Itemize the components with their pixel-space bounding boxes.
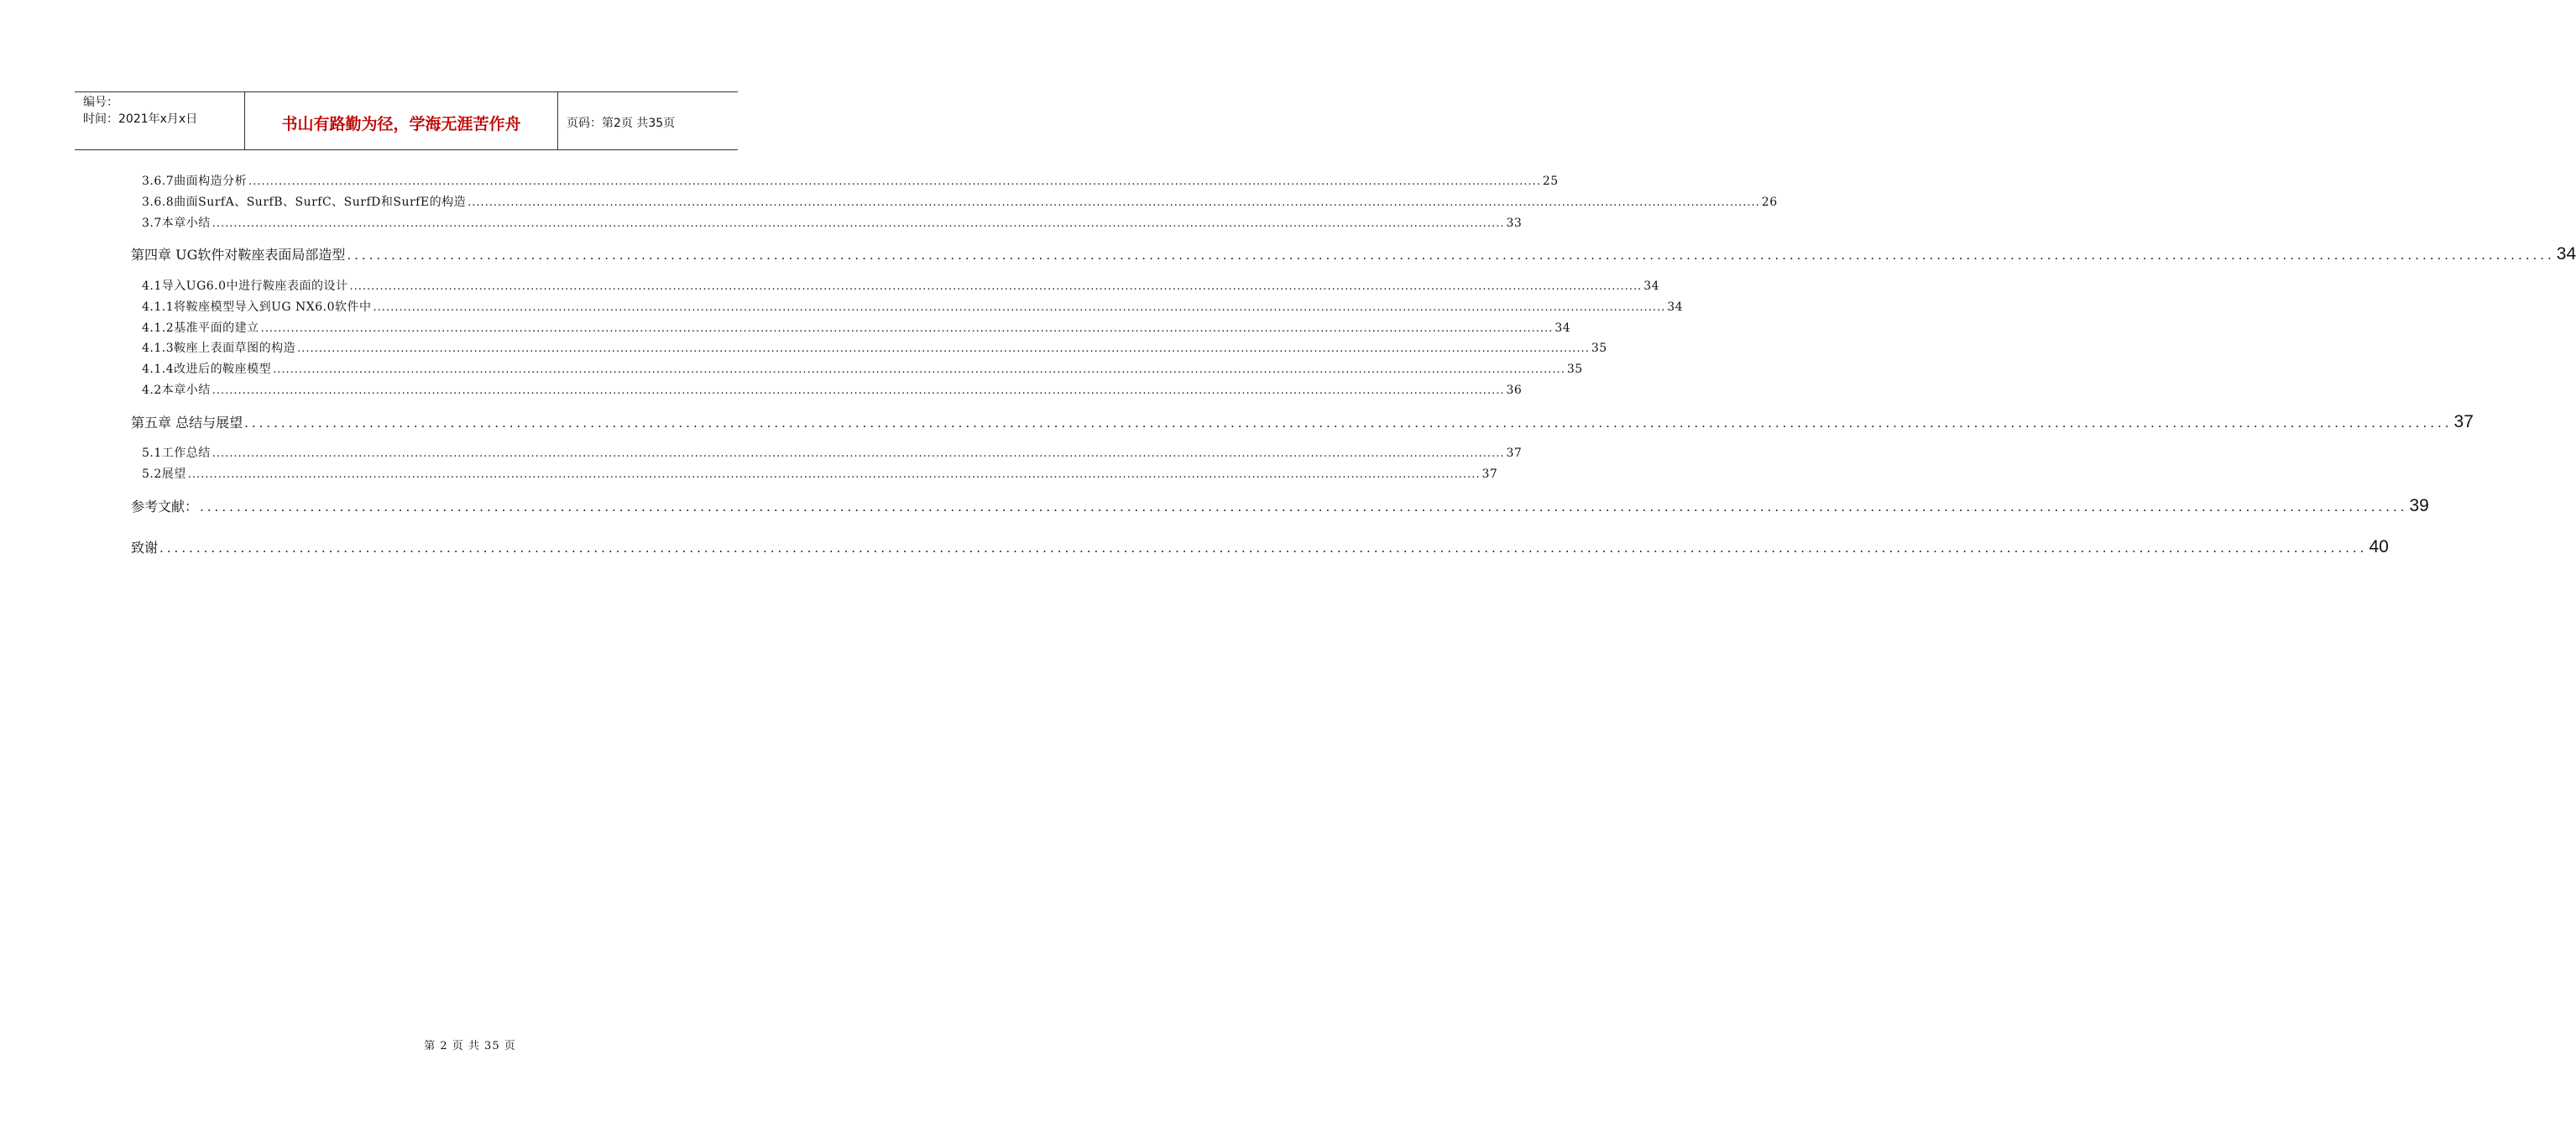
toc-entry-page: 37 bbox=[2453, 412, 2474, 431]
toc-entry[interactable] bbox=[142, 193, 1778, 210]
header-page-cell bbox=[558, 92, 738, 149]
toc-entry-title: 第四章 UG软件对鞍座表面局部造型 bbox=[131, 247, 346, 263]
toc-chapter-entry[interactable] bbox=[131, 496, 2429, 516]
toc-entry-title: 参考文献： bbox=[131, 499, 199, 514]
toc-chapter-entry[interactable] bbox=[131, 412, 2474, 432]
toc-entry-title: 第五章 总结与展望 bbox=[131, 415, 243, 431]
document-number-label: 编号： bbox=[83, 96, 118, 109]
toc-entry-page: 33 bbox=[1506, 217, 1523, 230]
toc-entry-title: 5.2展望 bbox=[142, 467, 186, 481]
toc-dot-leader: ............................................................................................................................................................................................................................................................................................................ bbox=[212, 384, 1505, 397]
toc-dot-leader: ............................................................................................................................................................................................................................................................................................................ bbox=[297, 342, 1590, 355]
toc-entry-title: 4.1.4改进后的鞍座模型 bbox=[142, 363, 272, 376]
toc-entry-page: 34 bbox=[1667, 300, 1684, 314]
toc-entry-title: 4.1.2基准平面的建立 bbox=[142, 321, 259, 335]
toc-entry[interactable] bbox=[142, 214, 1523, 231]
toc-entry-title: 4.1导入UG6.0中进行鞍座表面的设计 bbox=[142, 279, 348, 293]
toc-entry-page: 26 bbox=[1761, 196, 1778, 209]
toc-dot-leader: ............................................................................................................................................................................................................................................................................................................ bbox=[349, 280, 1643, 293]
toc-entry-page: 39 bbox=[2409, 496, 2429, 515]
document-time-label: 时间：2021年x月x日 bbox=[83, 112, 198, 126]
toc-entry[interactable] bbox=[142, 381, 1523, 398]
toc-entry[interactable] bbox=[142, 339, 1607, 356]
toc-dot-leader: ............................................................................................................................................................................................................................................................................................................ bbox=[244, 415, 2453, 431]
toc-entry-page: 37 bbox=[1481, 467, 1498, 481]
toc-entry-title: 4.1.1将鞍座模型导入到UG NX6.0软件中 bbox=[142, 300, 372, 314]
toc-entry-title: 5.1工作总结 bbox=[142, 446, 211, 460]
toc-entry-title: 3.6.8曲面SurfA、SurfB、SurfC、SurfD和SurfE的构造 bbox=[142, 196, 467, 209]
toc-entry-title: 3.7本章小结 bbox=[142, 217, 211, 230]
toc-entry[interactable] bbox=[142, 298, 1684, 315]
toc-entry-page: 35 bbox=[1591, 342, 1607, 355]
toc-entry-title: 4.2本章小结 bbox=[142, 384, 211, 397]
toc-entry-page: 40 bbox=[2369, 537, 2389, 556]
header-motto: 书山有路勤为径，学海无涯苦作舟 bbox=[281, 115, 521, 133]
toc-dot-leader: ............................................................................................................................................................................................................................................................................................................ bbox=[260, 322, 1554, 335]
toc-entry-page: 37 bbox=[1506, 446, 1523, 460]
toc-entry-page: 35 bbox=[1566, 363, 1583, 376]
toc-entry[interactable] bbox=[142, 465, 1498, 482]
page-footer: 第 2 页 共 35 页 bbox=[424, 1040, 516, 1052]
toc-dot-leader: ............................................................................................................................................................................................................................................................................................................ bbox=[187, 468, 1481, 481]
toc-entry-page: 34 bbox=[1554, 321, 1571, 335]
toc-entry-title: 4.1.3鞍座上表面草图的构造 bbox=[142, 342, 296, 355]
toc-entry[interactable] bbox=[142, 319, 1571, 336]
toc-entry[interactable] bbox=[142, 172, 1559, 189]
header-motto-cell bbox=[245, 92, 558, 149]
document-header bbox=[75, 91, 738, 150]
toc-entry-page: 34 bbox=[2556, 244, 2576, 264]
toc-dot-leader: ............................................................................................................................................................................................................................................................................................................ bbox=[373, 301, 1666, 314]
toc-dot-leader: ............................................................................................................................................................................................................................................................................................................ bbox=[468, 196, 1760, 209]
toc-entry-page: 25 bbox=[1542, 175, 1559, 188]
toc-entry[interactable] bbox=[142, 444, 1523, 461]
toc-chapter-entry[interactable] bbox=[131, 244, 2576, 264]
header-page-label: 页码：第2页 共35页 bbox=[567, 117, 676, 130]
toc-dot-leader: ............................................................................................................................................................................................................................................................................................................ bbox=[159, 540, 2368, 556]
toc-dot-leader: ............................................................................................................................................................................................................................................................................................................ bbox=[212, 217, 1505, 230]
toc-entry-title: 致谢 bbox=[131, 540, 159, 556]
toc-dot-leader: ............................................................................................................................................................................................................................................................................................................ bbox=[248, 175, 1541, 188]
toc-entry-title: 3.6.7曲面构造分析 bbox=[142, 175, 248, 188]
toc-entry[interactable] bbox=[142, 360, 1583, 377]
toc-entry[interactable] bbox=[142, 277, 1660, 294]
header-info-cell bbox=[75, 92, 245, 149]
toc-entry-page: 36 bbox=[1506, 384, 1523, 397]
toc-dot-leader: ............................................................................................................................................................................................................................................................................................................ bbox=[212, 447, 1505, 460]
toc-dot-leader: ............................................................................................................................................................................................................................................................................................................ bbox=[347, 248, 2555, 263]
toc-dot-leader: ............................................................................................................................................................................................................................................................................................................ bbox=[200, 499, 2408, 514]
toc-chapter-entry[interactable] bbox=[131, 537, 2389, 557]
toc-entry-page: 34 bbox=[1643, 279, 1660, 293]
toc-dot-leader: ............................................................................................................................................................................................................................................................................................................ bbox=[273, 363, 1565, 376]
